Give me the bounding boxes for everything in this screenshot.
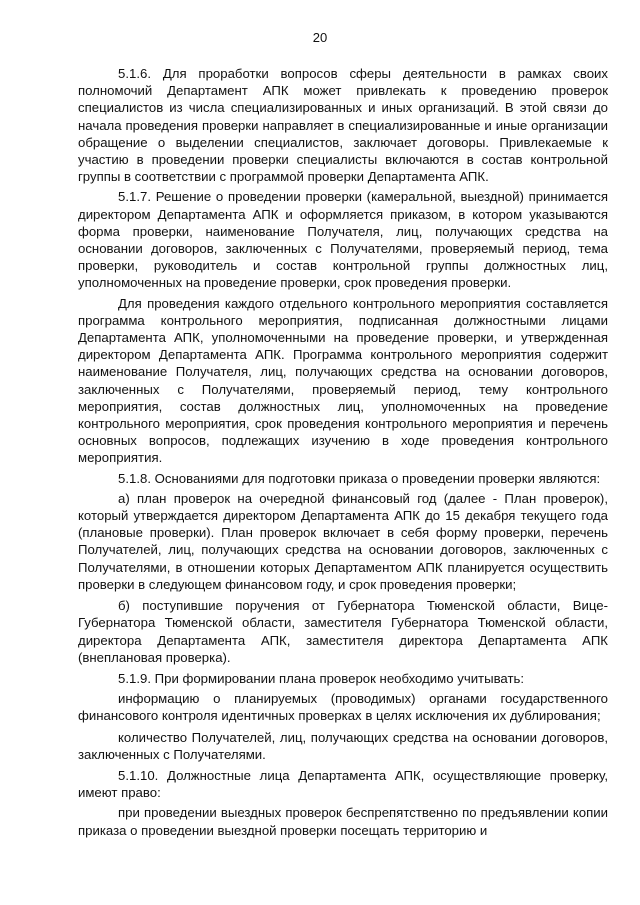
paragraph-item-a: а) план проверок на очередной финансовый год (далее - План проверок), который утверждается директором Департамента АПК до 15 декабря текущего года (плановые проверки). План проверок включает в себя форму проверки, перечень Получателей, лиц, получающих средства на основании договоров, заключенных с Получателями, в отношении которых Департаментом АПК планируется осуществить проверки в следующем финансовом году, и срок проведения проверки; [78,490,608,592]
paragraph-5-1-9: 5.1.9. При формировании плана проверок необходимо учитывать: [118,670,525,686]
paragraph-item-b: б) поступившие поручения от Губернатора Тюменской области, Вице-Губернатора Тюменской области, заместителя Губернатора Тюменской области, директора Департамента АПК, заместителя директора Департамента АПК (внеплановая проверка). [78,598,608,665]
paragraph-5-1-6: 5.1.6. Для проработки вопросов сферы деятельности в рамках своих полномочий Департамент АПК может привлекать к проведению проверок специалистов из числа специализированных и иных организаций. В этой связи до начала проведения проверки направляет в специализированные и иные организации обращение о выделении специалистов, заключает договоры. Привлекаемые к участию в проведении проверки специалисты включаются в состав контрольной группы в соответствии с программой проверки Департамента АПК. [78,66,608,185]
paragraph-5-1-8: 5.1.8. Основаниями для подготовки приказа о проведении проверки являются: [118,470,601,486]
paragraph-program: Для проведения каждого отдельного контрольного мероприятия составляется программа контрольного мероприятия, подписанная должностными лицами Департамента АПК, уполномоченными на проведение проверки, и утвержденная директором Департамента АПК. Программа контрольного мероприятия содержит наименование Получателя, лиц, получающих средства на основании договоров, заключенных с Получателями, проверяемый период, тему контрольного мероприятия, состав должностных лиц, уполномоченных на проведение контрольного мероприятия, срок проведения контрольного мероприятия и перечень основных вопросов, подлежащих изучению в ходе проведения контрольного мероприятия. [78,295,608,466]
page-number: 20 [312,30,328,45]
paragraph-onsite-inspections: при проведении выездных проверок беспрепятственно по предъявлении копии приказа о проведении выездной проверки посещать территорию и [78,805,608,838]
paragraph-information: информацию о планируемых (проводимых) органами государственного финансового контроля идентичных проверках в целях исключения их дублирования; [78,691,608,724]
paragraph-quantity: количество Получателей, лиц, получающих средства на основании договоров, заключенных с Получателями. [78,729,608,762]
paragraph-5-1-7: 5.1.7. Решение о проведении проверки (камеральной, выездной) принимается директором Департамента АПК и оформляется приказом, в котором указываются форма проверки, наименование Получателя, лиц, получающих средства на основании договоров, заключенных с Получателями, проверяемый период, тема проверки, руководитель и состав контрольной группы должностных лиц, уполномоченных на проведение проверки, срок проведения проверки. [78,189,608,291]
paragraph-5-1-10: 5.1.10. Должностные лица Департамента АПК, осуществляющие проверку, имеют право: [78,767,608,801]
